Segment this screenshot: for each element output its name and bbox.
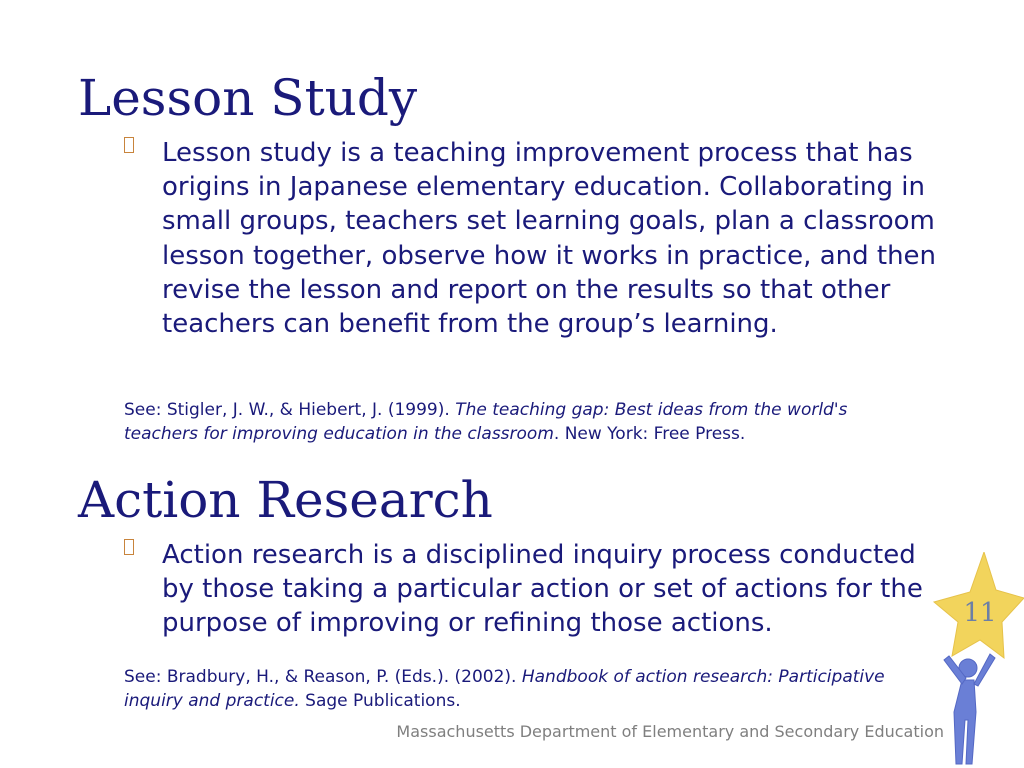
citation-action-research	[124, 665, 924, 713]
square-outline-icon	[124, 137, 134, 153]
square-outline-icon	[124, 539, 134, 555]
citation-suffix: Sage Publications.	[299, 691, 461, 711]
section-title-lesson-study: Lesson Study	[78, 69, 418, 127]
citation-title: The teaching gap: Best ideas from the world's teachers for improving education in the classroom	[124, 400, 848, 444]
bullet-text-lesson-study: Lesson study is a teaching improvement process that has origins in Japanese elementary education. Collaborating in small groups, teachers set learning goals, plan a classroom lesson together, observe how it works in practice, and then revise the lesson and report on the results so that other teachers can benefit from the group’s learning.	[162, 138, 937, 340]
footer-organization: Massachusetts Department of Elementary and Secondary Education	[396, 722, 944, 741]
citation-prefix: See: Bradbury, H., & Reason, P. (Eds.). (2002).	[124, 667, 522, 687]
person-figure	[944, 654, 995, 764]
citation-title: Handbook of action research: Participative inquiry and practice.	[124, 667, 885, 711]
citation-suffix: . New York: Free Press.	[553, 424, 746, 444]
star-person-icon	[932, 552, 1024, 768]
citation-prefix: See: Stigler, J. W., & Hiebert, J. (1999).	[124, 400, 456, 420]
bullet-text-action-research: Action research is a disciplined inquiry process conducted by those taking a particular action or set of actions for the purpose of improving or refining those actions.	[162, 540, 923, 639]
bullet-item-action-research	[124, 538, 954, 641]
page-number: 11	[963, 598, 997, 628]
bullet-item-lesson-study	[124, 136, 954, 341]
section-title-action-research: Action Research	[78, 471, 493, 529]
citation-lesson-study	[124, 398, 924, 446]
